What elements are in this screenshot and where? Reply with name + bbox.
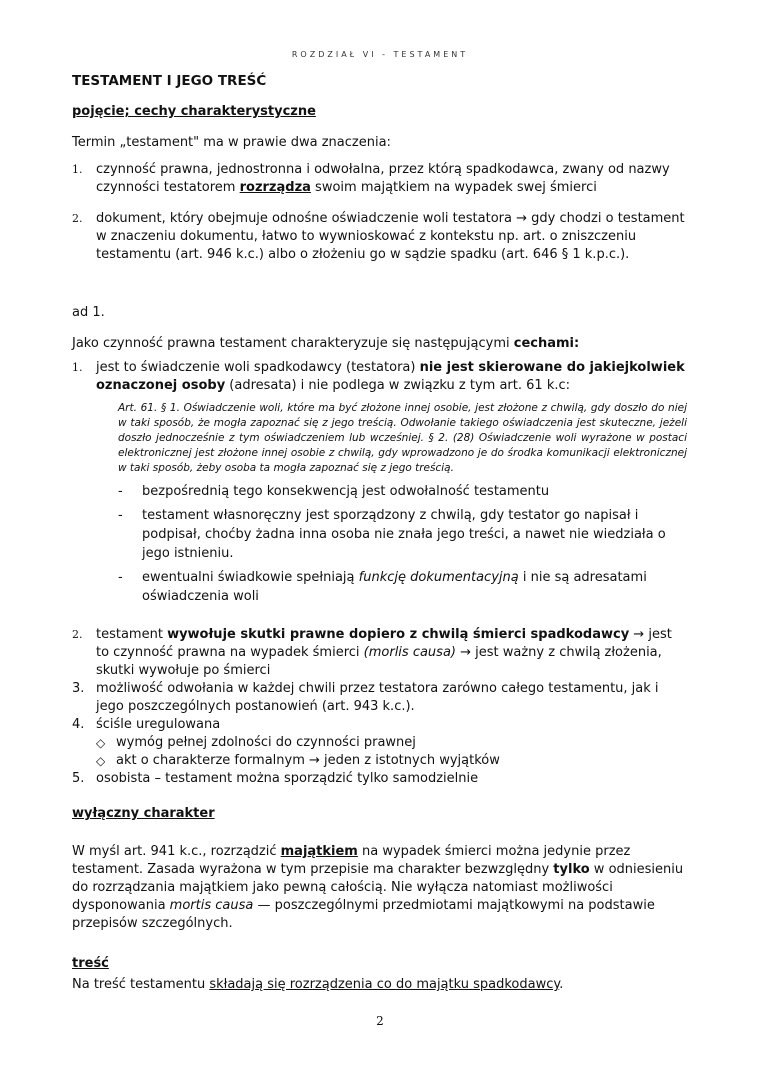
list-number: 2. — [72, 212, 83, 225]
dash-bullet: - — [118, 508, 123, 523]
diamond-bullet-icon: ◇ — [96, 754, 106, 768]
intro-paragraph: Termin „testament" ma w prawie dwa znaczenia: — [72, 135, 391, 150]
feature-item-5: 5. osobista – testament można sporządzić tylko samodzielnie — [72, 771, 479, 786]
feature-item-3: 3. możliwość odwołania w każdej chwili przez testatora zarówno całego testamentu, jak i jego poszczególnych postanowień (art. 943 k.c.). — [72, 681, 659, 714]
section-heading-wylaczny: wyłączny charakter — [72, 806, 215, 821]
art-61-quote: Art. 61. § 1. Oświadczenie woli, które ma być złożone innej osobie, jest złożone z chwilą, gdy doszło do niej w taki sposób, że mogła zapoznać się z jego treścią. Odwołanie takiego oświadczenia jest skuteczne, jeżeli doszło jednocześnie z tym oświadczeniem lub wcześniej. § 2. (28) Oświadczenie woli wyrażone w postaci elektronicznej jest złożone innej osobie z chwilą, gdy wprowadzono je do środka komunikacji elektronicznej w taki sposób, żeby osoba ta mogła zapoznać się z jego treścią. — [118, 402, 687, 474]
exclusive-paragraph: W myśl art. 941 k.c., rozrządzić majątkiem na wypadek śmierci można jedynie przez testament. Zasada wyrażona w tym przepisie ma charakter bezwzględny tylko w odniesieniu do rozrządzania majątkiem jako pewną całością. Nie wyłącza natomiast możliwości dysponowania mortis causa — poszczególnymi przedmiotami majątkowymi na podstawie przepisów szczególnych. — [72, 844, 684, 931]
features-intro: Jako czynność prawna testament charakteryzuje się następującymi cechami: — [72, 336, 580, 351]
list-number: 3. — [72, 681, 85, 696]
content-paragraph: Na treść testamentu składają się rozrządzenia co do majątku spadkodawcy. — [72, 977, 564, 992]
page-number: 2 — [376, 1014, 384, 1028]
feature-item-4: 4. ściśle uregulowana — [72, 717, 221, 732]
feature-item-2: 2. testament wywołuje skutki prawne dopiero z chwilą śmierci spadkodawcy → jest to czynność prawna na wypadek śmierci (morlis causa) → jest ważny z chwilą złożenia, skutki wywołuje po śmierci — [72, 627, 672, 678]
meaning-item-2: 2. dokument, który obejmuje odnośne oświadczenie woli testatora → gdy chodzi o testament w znaczeniu dokumentu, łatwo to wywnioskować z kontekstu np. art. o zniszczeniu testamentu (art. 946 k.c.) albo o złożeniu go w sądzie spadku (art. 646 § 1 k.p.c.). — [72, 211, 685, 262]
running-header: ROZDZIAŁ VI - TESTAMENT — [291, 50, 469, 59]
consequence-item-3: - ewentualni świadkowie spełniają funkcję dokumentacyjną i nie są adresatami oświadczenia woli — [118, 570, 647, 604]
list-number: 4. — [72, 717, 85, 732]
list-number: 1. — [72, 163, 83, 176]
meaning-item-1: 1. czynność prawna, jednostronna i odwołalna, przez którą spadkodawca, zwany od nazwy czynności testatorem rozrządza swoim majątkiem na wypadek swej śmierci — [72, 162, 670, 195]
dash-bullet: - — [118, 484, 123, 499]
diamond-bullet-icon: ◇ — [96, 736, 106, 750]
consequence-item-2: - testament własnoręczny jest sporządzony z chwilą, gdy testator go napisał i podpisał, choćby żadna inna osoba nie znała jego treści, a nawet nie wiedziała o jego istnieniu. — [118, 508, 666, 561]
dash-bullet: - — [118, 570, 123, 585]
page-title: TESTAMENT I JEGO TREŚĆ — [72, 73, 267, 89]
list-number: 1. — [72, 361, 83, 374]
consequence-item-1: - bezpośrednią tego konsekwencją jest odwołalność testamentu — [118, 484, 550, 499]
section-heading-pojecie: pojęcie; cechy charakterystyczne — [72, 104, 316, 119]
sub-item-2: ◇ akt o charakterze formalnym → jeden z istotnych wyjątków — [96, 753, 500, 768]
ad1-label: ad 1. — [72, 305, 105, 320]
list-number: 2. — [72, 628, 83, 641]
sub-item-1: ◇ wymóg pełnej zdolności do czynności prawnej — [96, 735, 416, 750]
keyword-rozrzadza: rozrządza — [239, 180, 311, 195]
feature-item-1: 1. jest to świadczenie woli spadkodawcy (testatora) nie jest skierowane do jakiejkolwiek oznaczonej osoby (adresata) i nie podlega w związku z tym art. 61 k.c: — [72, 360, 685, 393]
list-number: 5. — [72, 771, 85, 786]
section-heading-tresc: treść — [72, 956, 109, 971]
page-content — [72, 70, 687, 994]
